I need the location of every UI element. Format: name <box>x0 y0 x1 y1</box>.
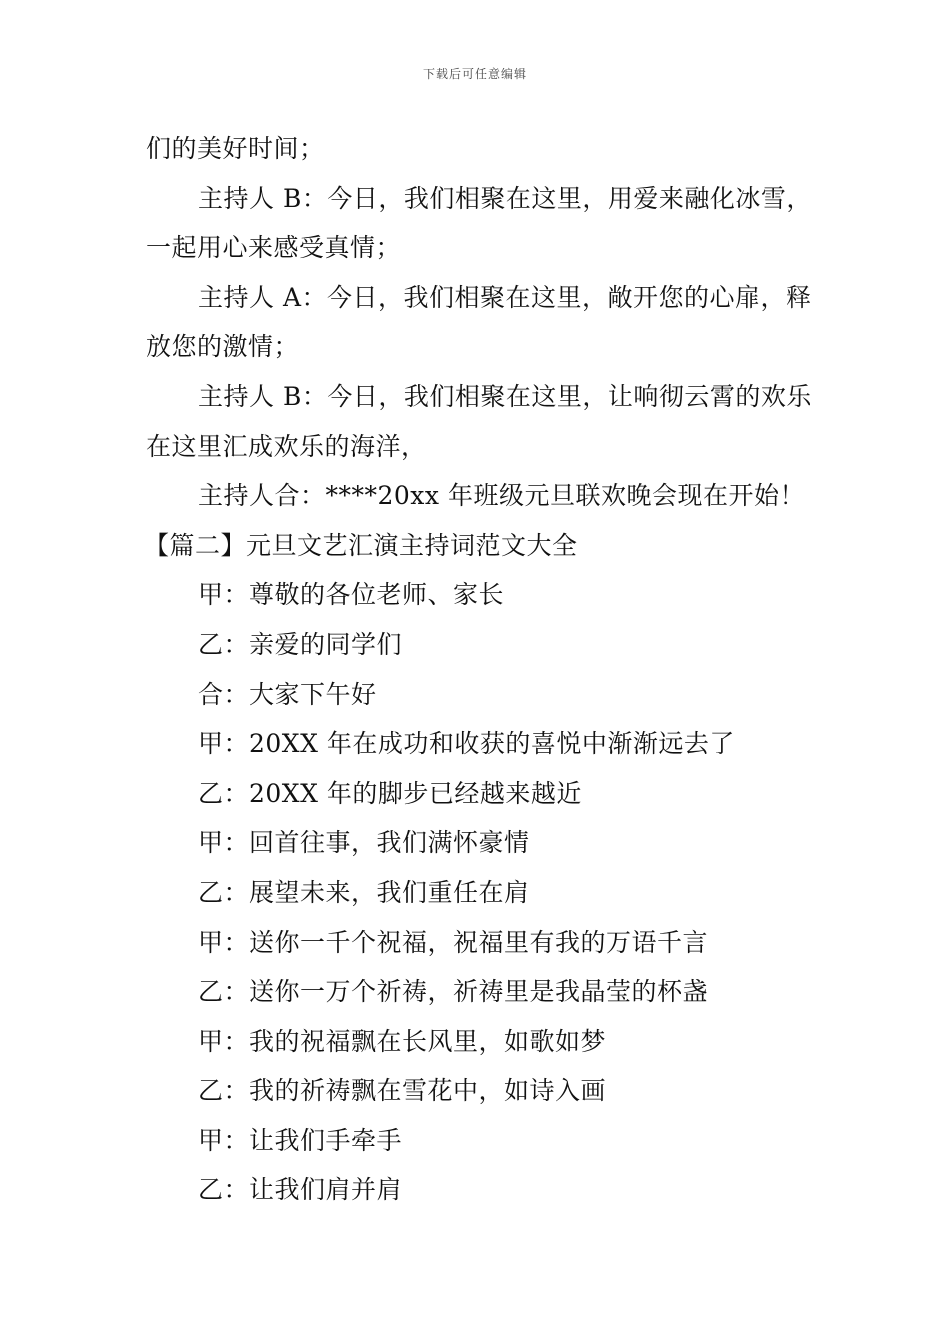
dialogue-line: 甲：尊敬的各位老师、家长 <box>198 580 505 610</box>
text-line: 一起用心来感受真情； <box>146 233 402 263</box>
dialogue-line: 甲：我的祝福飘在长风里，如歌如梦 <box>198 1026 607 1056</box>
text-line: 放您的激情； <box>146 332 300 362</box>
text-line: 主持人 A：今日，我们相聚在这里，敞开您的心扉，释 <box>198 282 812 312</box>
text-line: 主持人 B：今日，我们相聚在这里，让响彻云霄的欢乐 <box>198 381 812 411</box>
section-heading: 【篇二】元旦文艺汇演主持词范文大全 <box>144 530 578 560</box>
dialogue-line: 甲：送你一千个祝福，祝福里有我的万语千言 <box>198 927 709 957</box>
dialogue-line: 乙：让我们肩并肩 <box>198 1175 403 1205</box>
text-line: 在这里汇成欢乐的海洋， <box>146 431 427 461</box>
dialogue-line: 合：大家下午好 <box>198 679 377 709</box>
dialogue-line: 乙：展望未来，我们重任在肩 <box>198 877 530 907</box>
dialogue-line: 乙：亲爱的同学们 <box>198 629 403 659</box>
page-header: 下载后可任意编辑 <box>422 67 527 81</box>
text-line: 主持人合：****20xx 年班级元旦联欢晚会现在开始！ <box>198 481 805 511</box>
document-body <box>146 124 811 1215</box>
dialogue-line: 乙：20XX 年的脚步已经越来越近 <box>198 778 582 808</box>
dialogue-line: 乙：送你一万个祈祷，祈祷里是我晶莹的杯盏 <box>198 977 709 1007</box>
text-line: 主持人 B：今日，我们相聚在这里，用爱来融化冰雪， <box>198 183 812 213</box>
text-line: 们的美好时间； <box>146 134 325 163</box>
dialogue-line: 甲：回首往事，我们满怀豪情 <box>198 828 530 858</box>
dialogue-line: 甲：让我们手牵手 <box>198 1125 403 1155</box>
dialogue-line: 甲：20XX 年在成功和收获的喜悦中渐渐远去了 <box>198 729 735 759</box>
dialogue-line: 乙：我的祈祷飘在雪花中，如诗入画 <box>198 1076 607 1106</box>
